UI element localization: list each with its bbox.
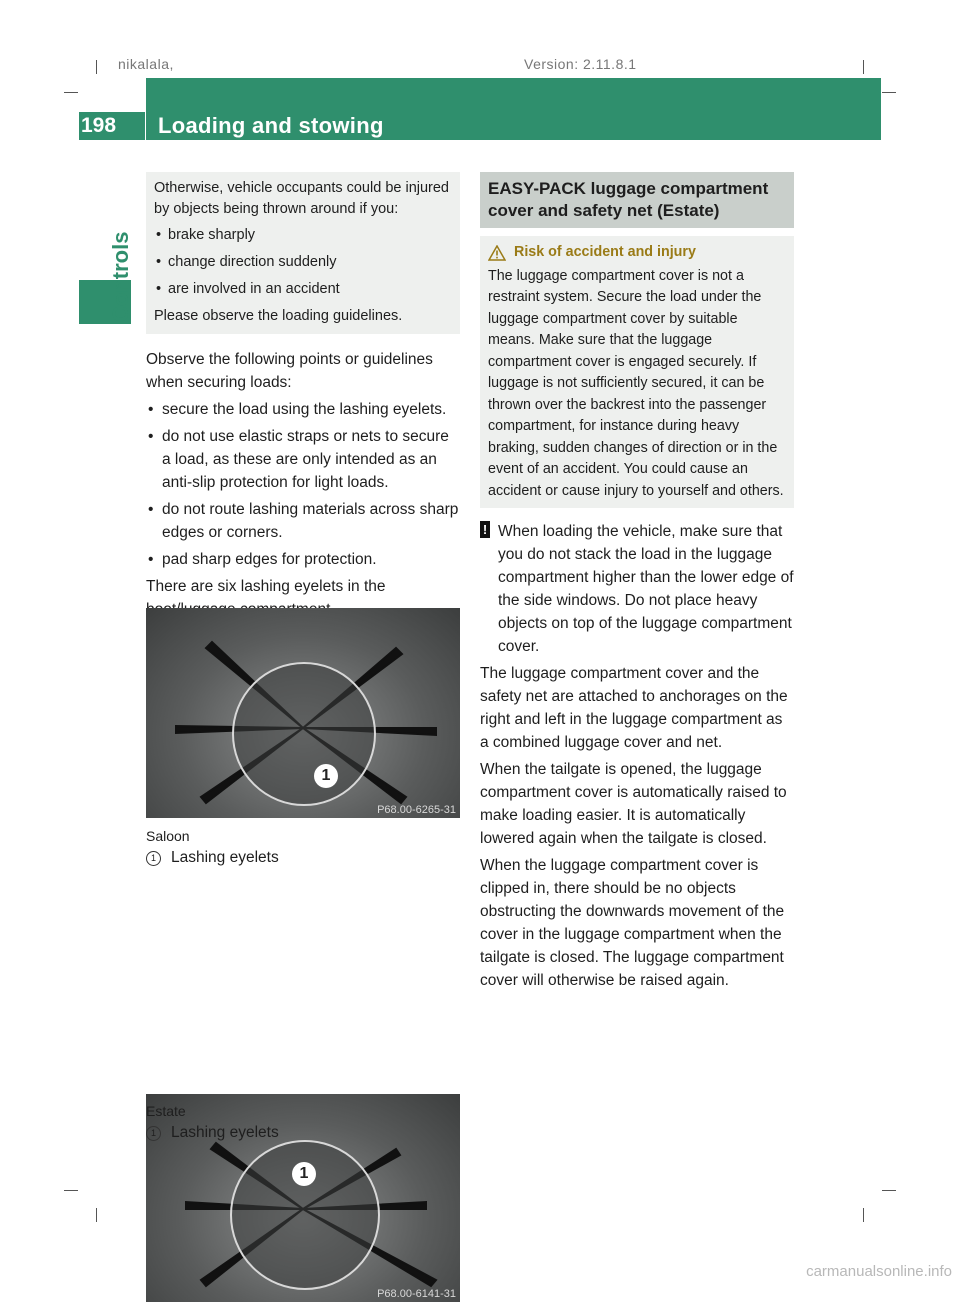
page-title: Loading and stowing bbox=[158, 113, 384, 138]
crop-mark bbox=[882, 1190, 896, 1191]
risk-text: The luggage compartment cover is not a restraint system. Secure the load under the luggage compartment cover by suitable means. Make sure that the luggage compartment cover is engaged securely. If luggage is not sufficiently secured, it can be thrown over the backrest into the passenger compartment, for instance during heavy braking, sudden changes of direction or in the event of an accident. You could cause an accident or cause injury to yourself and others. bbox=[488, 267, 784, 499]
figure-caption: Estate bbox=[146, 1103, 186, 1119]
figure-code: P68.00-6265-31 bbox=[377, 804, 456, 816]
detail-magnifier bbox=[232, 662, 376, 806]
warning-bullet: • change direction suddenly bbox=[154, 252, 452, 273]
note-text: When loading the vehicle, make sure that you do not stack the load in the luggage compartment higher than the lower edge of the side windows. Do not place heavy objects on top of the luggage compartment cover. bbox=[498, 523, 794, 655]
figure-caption: Saloon bbox=[146, 828, 190, 844]
warning-intro: Otherwise, vehicle occupants could be injured by objects being thrown around if you: bbox=[154, 180, 449, 217]
legend-text: Lashing eyelets bbox=[171, 1124, 279, 1141]
risk-title-row bbox=[488, 242, 786, 264]
figure-legend bbox=[146, 847, 279, 869]
legend-number: 1 bbox=[146, 851, 161, 866]
marker-1: 1 bbox=[292, 1162, 316, 1186]
risk-warning-box bbox=[480, 236, 794, 508]
guideline-item: • pad sharp edges for protection. bbox=[146, 548, 460, 571]
crop-mark bbox=[863, 1208, 864, 1222]
print-meta-left: nikalala, bbox=[118, 56, 174, 72]
warning-continuation-box bbox=[146, 172, 460, 334]
crop-mark bbox=[64, 1190, 78, 1191]
side-tab-label: Controls bbox=[108, 231, 133, 322]
section-heading: EASY-PACK luggage compartment cover and safety net (Estate) bbox=[480, 172, 794, 228]
guideline-item: • do not route lashing materials across sharp edges or corners. bbox=[146, 498, 460, 544]
risk-title: Risk of accident and injury bbox=[514, 244, 696, 260]
saloon-boot-photo bbox=[146, 608, 460, 818]
crop-mark bbox=[64, 92, 78, 93]
body-paragraph: When the luggage compartment cover is clipped in, there should be no objects obstructing the downwards movement of the cover in the luggage compartment when the tailgate is closed. The luggage compartment cover will otherwise be raised again. bbox=[480, 857, 785, 989]
warning-bullet: • brake sharply bbox=[154, 225, 452, 246]
crop-mark bbox=[863, 60, 864, 74]
body-paragraph: When the tailgate is opened, the luggage compartment cover is automatically raised to make loading easier. It is automatically lowered again when the tailgate is closed. bbox=[480, 761, 787, 847]
print-meta-right: Version: 2.11.8.1 bbox=[524, 56, 637, 72]
warning-outro: Please observe the loading guidelines. bbox=[154, 308, 403, 324]
warning-triangle-icon bbox=[488, 245, 506, 261]
material-damage-note bbox=[480, 520, 794, 658]
exclamation-icon: ! bbox=[480, 521, 490, 538]
guidelines-intro: Observe the following points or guidelines when securing loads: bbox=[146, 351, 433, 391]
marker-1: 1 bbox=[314, 764, 338, 788]
page-number: 198 bbox=[79, 112, 145, 140]
eyelets-text: There are six lashing eyelets in the bbox=[146, 578, 386, 595]
legend-text: Lashing eyelets bbox=[171, 849, 279, 866]
figure-code: P68.00-6141-31 bbox=[377, 1288, 456, 1300]
guideline-item: • do not use elastic straps or nets to secure a load, as these are only intended as an anti-slip protection for light loads. bbox=[146, 425, 460, 494]
watermark: carmanualsonline.info bbox=[806, 1263, 952, 1280]
crop-mark bbox=[96, 60, 97, 74]
crop-mark bbox=[96, 1208, 97, 1222]
body-paragraph: The luggage compartment cover and the safety net are attached to anchorages on the right and left in the luggage compartment as a combined luggage cover and net. bbox=[480, 665, 788, 751]
figure-legend bbox=[146, 1122, 279, 1144]
left-column bbox=[146, 172, 460, 621]
guideline-item: • secure the load using the lashing eyelets. bbox=[146, 398, 460, 421]
right-column bbox=[480, 172, 794, 992]
legend-number: 1 bbox=[146, 1126, 161, 1141]
warning-bullet: • are involved in an accident bbox=[154, 279, 452, 300]
crop-mark bbox=[882, 92, 896, 93]
